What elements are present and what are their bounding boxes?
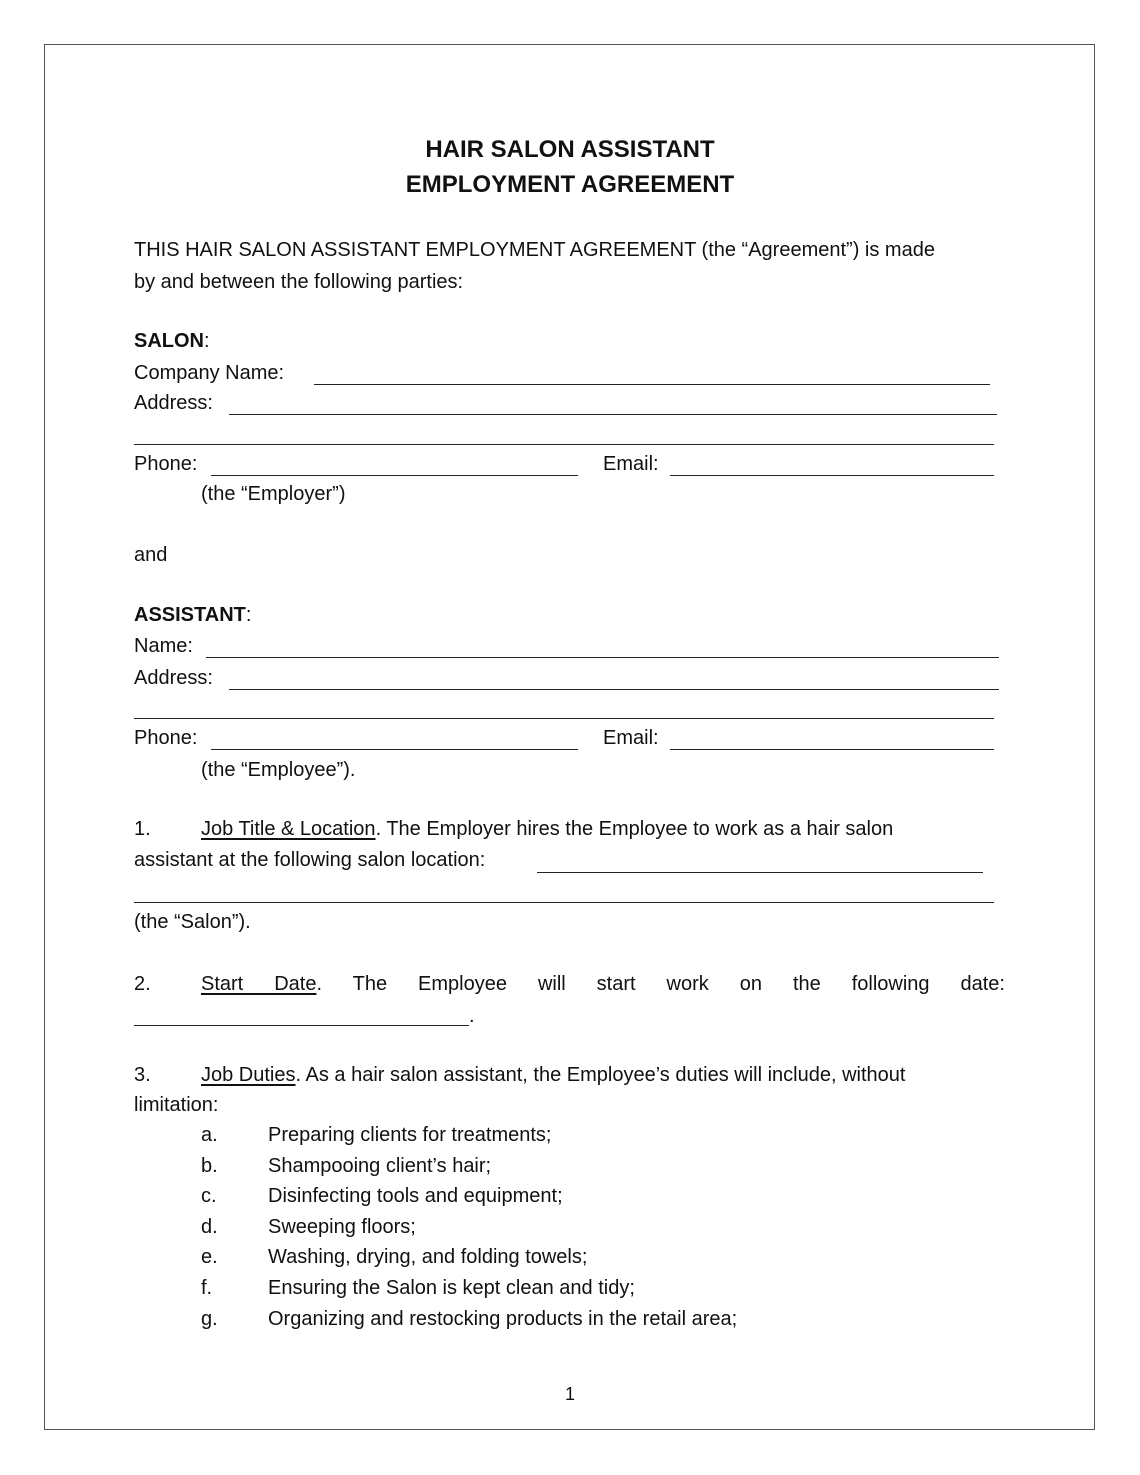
duty-letter: e. xyxy=(201,1246,218,1268)
salon-heading xyxy=(134,330,210,353)
section-3-text-2: limitation: xyxy=(134,1094,219,1116)
assistant-name-label: Name: xyxy=(134,635,193,657)
assistant-phone-field[interactable] xyxy=(211,749,578,750)
assistant-email-label: Email: xyxy=(603,727,659,749)
duty-letter: a. xyxy=(201,1124,218,1146)
assistant-heading xyxy=(134,604,251,627)
duty-letter: d. xyxy=(201,1216,218,1238)
salon-location-field[interactable] xyxy=(537,872,983,873)
assistant-heading-text: ASSISTANT xyxy=(134,604,246,626)
salon-address-label: Address: xyxy=(134,392,213,414)
salon-location-field-line-2[interactable] xyxy=(134,902,994,903)
section-3-line-1 xyxy=(201,1064,905,1087)
duty-item: Sweeping floors; xyxy=(268,1216,416,1238)
salon-designation: (the “Salon”). xyxy=(134,911,251,933)
intro-line-1: THIS HAIR SALON ASSISTANT EMPLOYMENT AGREEMENT (the “Agreement”) is made xyxy=(134,239,935,261)
assistant-email-field[interactable] xyxy=(670,749,994,750)
section-1-text-2: assistant at the following salon location: xyxy=(134,849,486,871)
duty-letter: f. xyxy=(201,1277,213,1299)
section-1-number: 1. xyxy=(134,818,151,840)
section-2-heading: Start Date xyxy=(201,973,317,995)
duty-item: Washing, drying, and folding towels; xyxy=(268,1246,588,1268)
assistant-address-label: Address: xyxy=(134,667,213,689)
employer-designation: (the “Employer”) xyxy=(201,483,346,505)
duty-letter: b. xyxy=(201,1155,218,1177)
assistant-address-field[interactable] xyxy=(229,689,999,690)
assistant-name-field[interactable] xyxy=(206,657,999,658)
duty-item: Ensuring the Salon is kept clean and tidy; xyxy=(268,1277,635,1299)
section-3-text-1: . As a hair salon assistant, the Employee’s duties will include, without xyxy=(295,1064,906,1086)
start-date-period: . xyxy=(469,1005,475,1027)
salon-email-field[interactable] xyxy=(670,475,994,476)
salon-address-field[interactable] xyxy=(229,414,997,415)
duty-item: Shampooing client’s hair; xyxy=(268,1155,492,1177)
start-date-field[interactable] xyxy=(134,1025,469,1026)
salon-heading-colon: : xyxy=(204,330,210,352)
document-title-line-2: EMPLOYMENT AGREEMENT xyxy=(405,171,735,198)
section-1-heading: Job Title & Location xyxy=(201,818,376,840)
section-1-text-1: . The Employer hires the Employee to work as a hair salon xyxy=(375,818,894,840)
salon-phone-field[interactable] xyxy=(211,475,578,476)
document-title-line-1: HAIR SALON ASSISTANT xyxy=(425,136,715,163)
assistant-address-field-line-2[interactable] xyxy=(134,718,994,719)
duty-letter: c. xyxy=(201,1185,217,1207)
duty-item: Preparing clients for treatments; xyxy=(268,1124,552,1146)
assistant-heading-colon: : xyxy=(245,604,252,626)
page-number: 1 xyxy=(564,1384,575,1404)
section-3-number: 3. xyxy=(134,1064,151,1086)
section-2-number: 2. xyxy=(134,973,151,995)
and-text: and xyxy=(134,544,168,566)
duty-item: Disinfecting tools and equipment; xyxy=(268,1185,563,1207)
section-3-heading: Job Duties xyxy=(201,1064,296,1086)
duty-letter: g. xyxy=(201,1308,218,1330)
section-2-text-1: . The Employee will start work on the following date: xyxy=(316,973,1005,995)
employee-designation: (the “Employee”). xyxy=(201,759,356,781)
duty-item: Organizing and restocking products in the retail area; xyxy=(268,1308,738,1330)
section-2-line-1 xyxy=(201,973,1005,996)
salon-heading-text: SALON xyxy=(134,330,204,352)
section-1-line-1 xyxy=(201,818,893,841)
assistant-phone-label: Phone: xyxy=(134,727,198,749)
salon-phone-label: Phone: xyxy=(134,453,198,475)
salon-company-name-field[interactable] xyxy=(314,384,990,385)
salon-address-field-line-2[interactable] xyxy=(134,444,994,445)
salon-company-name-label: Company Name: xyxy=(134,362,285,384)
salon-email-label: Email: xyxy=(603,453,659,475)
intro-line-2: by and between the following parties: xyxy=(134,271,464,293)
